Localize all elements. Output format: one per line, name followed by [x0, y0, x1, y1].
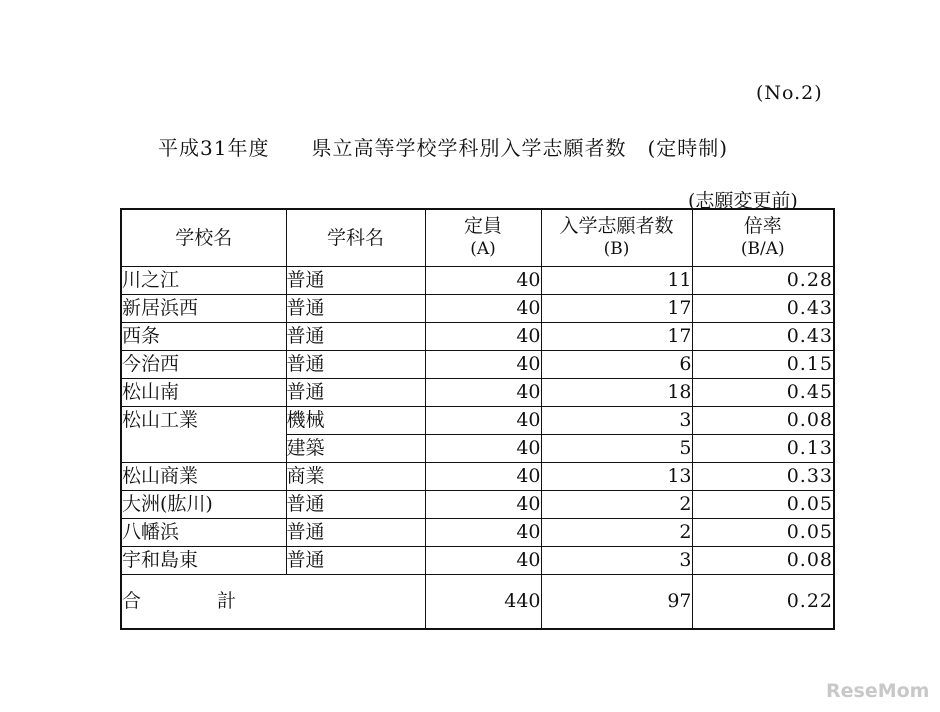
table-row: [121, 407, 834, 435]
applicants-cell: 3: [541, 407, 692, 435]
department-cell: 普通: [286, 379, 425, 407]
total-label: 合 計: [121, 575, 425, 630]
applicants-table: [120, 208, 835, 630]
applicants-cell: 2: [541, 491, 692, 519]
capacity-cell: 40: [425, 491, 541, 519]
capacity-cell: 40: [425, 547, 541, 575]
ratio-cell: 0.43: [692, 323, 834, 351]
table-row: [121, 491, 834, 519]
department-cell: 建築: [286, 435, 425, 463]
table-row: [121, 547, 834, 575]
ratio-cell: 0.33: [692, 463, 834, 491]
school-cell: 川之江: [121, 267, 286, 295]
school-cell: 松山工業: [121, 407, 286, 463]
applicants-cell: 17: [541, 323, 692, 351]
capacity-cell: 40: [425, 351, 541, 379]
table-row: [121, 379, 834, 407]
table-row: [121, 295, 834, 323]
document-title: 平成31年度 県立高等学校学科別入学志願者数 (定時制): [158, 136, 729, 160]
capacity-cell: 40: [425, 435, 541, 463]
department-cell: 普通: [286, 323, 425, 351]
school-cell: 大洲(肱川): [121, 491, 286, 519]
capacity-cell: 40: [425, 295, 541, 323]
table-row: [121, 267, 834, 295]
header-row: [121, 209, 834, 267]
capacity-cell: 40: [425, 463, 541, 491]
total-applicants-cell: 97: [541, 575, 692, 630]
header-school: 学校名: [121, 209, 286, 267]
capacity-cell: 40: [425, 519, 541, 547]
department-cell: 普通: [286, 351, 425, 379]
ratio-cell: 0.43: [692, 295, 834, 323]
capacity-cell: 40: [425, 323, 541, 351]
capacity-cell: 40: [425, 267, 541, 295]
department-cell: 普通: [286, 267, 425, 295]
ratio-cell: 0.28: [692, 267, 834, 295]
ratio-cell: 0.08: [692, 547, 834, 575]
capacity-cell: 40: [425, 379, 541, 407]
school-cell: 新居浜西: [121, 295, 286, 323]
department-cell: 普通: [286, 491, 425, 519]
applicants-cell: 13: [541, 463, 692, 491]
applicants-cell: 6: [541, 351, 692, 379]
ratio-cell: 0.05: [692, 491, 834, 519]
ratio-cell: 0.15: [692, 351, 834, 379]
total-ratio-cell: 0.22: [692, 575, 834, 630]
applicants-cell: 5: [541, 435, 692, 463]
department-cell: 商業: [286, 463, 425, 491]
total-capacity-cell: 440: [425, 575, 541, 630]
applicants-cell: 18: [541, 379, 692, 407]
total-row: [121, 575, 834, 630]
applicants-cell: 11: [541, 267, 692, 295]
applicants-cell: 3: [541, 547, 692, 575]
ratio-cell: 0.45: [692, 379, 834, 407]
department-cell: 機械: [286, 407, 425, 435]
table-note: (志願変更前): [688, 190, 798, 212]
ratio-cell: 0.08: [692, 407, 834, 435]
table-row: [121, 351, 834, 379]
school-cell: 八幡浜: [121, 519, 286, 547]
school-cell: 松山商業: [121, 463, 286, 491]
applicants-cell: 17: [541, 295, 692, 323]
table-row: [121, 323, 834, 351]
header-ratio: 倍率 (B/A): [692, 209, 834, 267]
capacity-cell: 40: [425, 407, 541, 435]
department-cell: 普通: [286, 295, 425, 323]
department-cell: 普通: [286, 519, 425, 547]
header-department: 学科名: [286, 209, 425, 267]
applicants-cell: 2: [541, 519, 692, 547]
department-cell: 普通: [286, 547, 425, 575]
header-applicants: 入学志願者数 (B): [541, 209, 692, 267]
watermark-logo: ReseMom: [826, 680, 930, 702]
school-cell: 宇和島東: [121, 547, 286, 575]
header-capacity: 定員 (A): [425, 209, 541, 267]
ratio-cell: 0.05: [692, 519, 834, 547]
page-number: (No.2): [756, 82, 823, 104]
school-cell: 松山南: [121, 379, 286, 407]
table-row: [121, 463, 834, 491]
school-cell: 今治西: [121, 351, 286, 379]
ratio-cell: 0.13: [692, 435, 834, 463]
school-cell: 西条: [121, 323, 286, 351]
table-row: [121, 519, 834, 547]
